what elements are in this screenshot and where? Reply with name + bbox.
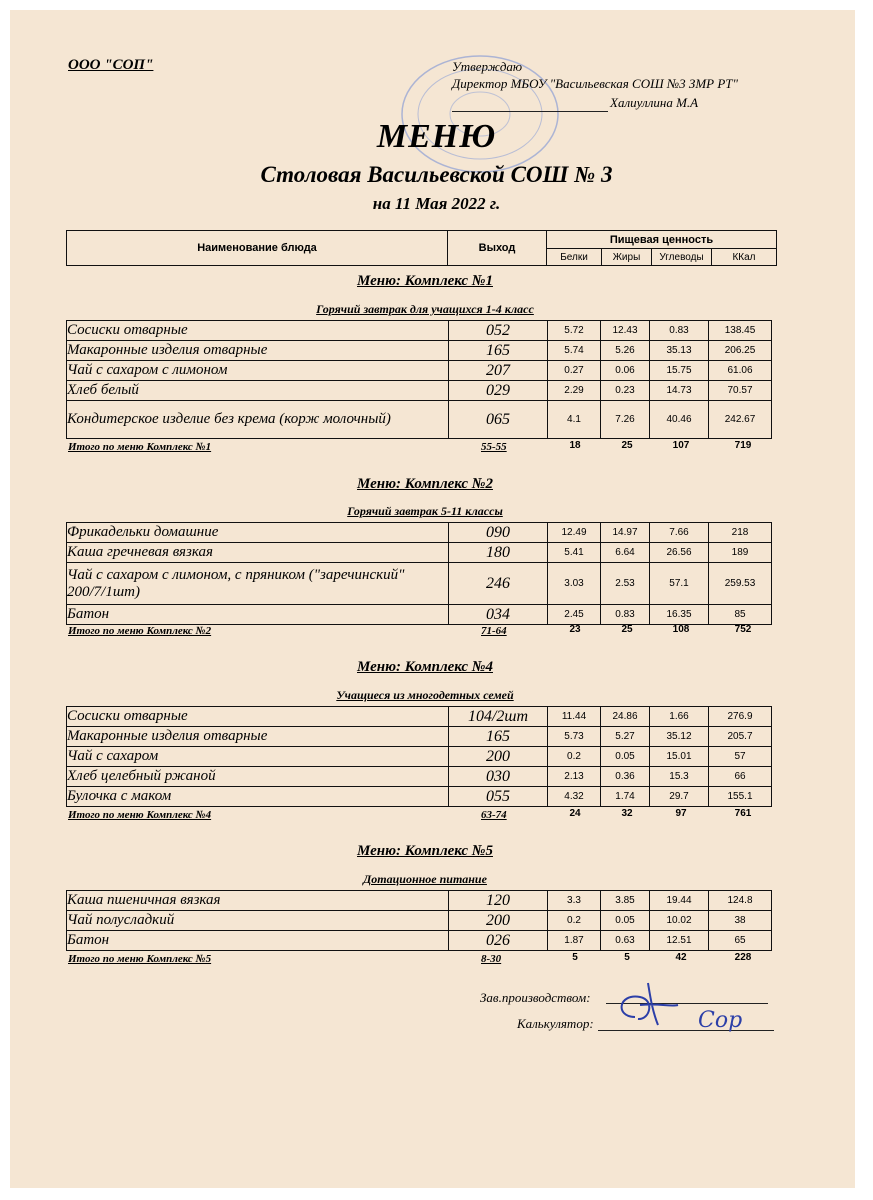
dish-name: Кондитерское изделие без крема (корж молочный): [67, 401, 449, 439]
table-row: [67, 361, 772, 381]
approval-director: Директор МБОУ "Васильевская СОШ №3 ЗМР РТ": [452, 76, 738, 91]
dish-fats: 0.36: [601, 767, 650, 787]
dish-name: Хлеб целебный ржаной: [67, 767, 449, 787]
approval-signature-line: [452, 111, 608, 112]
dish-fats: 24.86: [601, 707, 650, 727]
total-output: 8-30: [481, 953, 502, 965]
section-title: Меню: Комплекс №2: [357, 476, 493, 492]
dish-proteins: 5.41: [548, 543, 601, 563]
total-output: 71-64: [481, 625, 507, 637]
dish-fats: 12.43: [601, 321, 650, 341]
approval-name: Халиуллина М.А: [610, 95, 699, 110]
dish-proteins: 4.1: [548, 401, 601, 439]
total-kcal: 719: [734, 440, 752, 451]
total-proteins: 5: [572, 952, 578, 963]
dish-carbs: 15.01: [650, 747, 709, 767]
dish-carbs: 35.12: [650, 727, 709, 747]
table-row: [67, 381, 772, 401]
dish-fats: 1.74: [601, 787, 650, 807]
total-label: Итого по меню Комплекс №2: [68, 625, 212, 637]
dish-proteins: 12.49: [548, 523, 601, 543]
dish-proteins: 5.73: [548, 727, 601, 747]
section-total: [68, 809, 779, 823]
table-row: [67, 707, 772, 727]
dish-output: 180: [449, 543, 548, 563]
section-subtitle: Дотационное питание: [363, 872, 487, 886]
organization-name: ООО "СОП": [68, 57, 154, 73]
section-subtitle: Горячий завтрак для учащихся 1-4 класс: [316, 302, 534, 316]
table-row: [67, 931, 772, 951]
dish-proteins: 2.13: [548, 767, 601, 787]
dish-proteins: 3.3: [548, 891, 601, 911]
dish-name: Макаронные изделия отварные: [67, 727, 449, 747]
dish-output: 246: [449, 563, 548, 605]
table-row: [67, 341, 772, 361]
dish-output: 034: [449, 605, 548, 625]
dish-kcal: 242.67: [709, 401, 772, 439]
total-proteins: 24: [569, 808, 581, 819]
dish-name: Макаронные изделия отварные: [67, 341, 449, 361]
dish-name: Фрикадельки домашние: [67, 523, 449, 543]
total-carbs: 107: [672, 440, 690, 451]
table-row: [67, 787, 772, 807]
dish-output: 165: [449, 341, 548, 361]
dish-kcal: 218: [709, 523, 772, 543]
dish-output: 200: [449, 747, 548, 767]
dish-fats: 3.85: [601, 891, 650, 911]
dish-output: 165: [449, 727, 548, 747]
menu-table: [66, 706, 772, 807]
total-kcal: 752: [734, 624, 752, 635]
dish-output: 030: [449, 767, 548, 787]
dish-proteins: 1.87: [548, 931, 601, 951]
section-total: [68, 441, 779, 455]
dish-output: 207: [449, 361, 548, 381]
table-header: [66, 230, 777, 266]
dish-fats: 0.06: [601, 361, 650, 381]
dish-carbs: 16.35: [650, 605, 709, 625]
dish-kcal: 70.57: [709, 381, 772, 401]
page-title: МЕНЮ: [376, 118, 497, 155]
dish-name: Чай с сахаром с лимоном, с пряником ("заречинский" 200/7/1шт): [67, 563, 449, 605]
dish-proteins: 3.03: [548, 563, 601, 605]
dish-output: 090: [449, 523, 548, 543]
dish-proteins: 0.27: [548, 361, 601, 381]
dish-fats: 7.26: [601, 401, 650, 439]
menu-table: [66, 320, 772, 439]
dish-carbs: 57.1: [650, 563, 709, 605]
dish-name: Каша пшеничная вязкая: [67, 891, 449, 911]
menu-table: [66, 522, 772, 625]
dish-fats: 0.83: [601, 605, 650, 625]
section-subtitle: Горячий завтрак 5-11 классы: [347, 504, 503, 518]
dish-output: 052: [449, 321, 548, 341]
total-label: Итого по меню Комплекс №1: [68, 441, 212, 453]
dish-fats: 14.97: [601, 523, 650, 543]
dish-proteins: 0.2: [548, 747, 601, 767]
dish-kcal: 155.1: [709, 787, 772, 807]
dish-name: Чай полусладкий: [67, 911, 449, 931]
table-row: [67, 523, 772, 543]
approval-approve: Утверждаю: [452, 59, 523, 74]
dish-output: 026: [449, 931, 548, 951]
dish-kcal: 38: [709, 911, 772, 931]
total-output: 63-74: [481, 809, 507, 821]
dish-carbs: 26.56: [650, 543, 709, 563]
dish-fats: 0.63: [601, 931, 650, 951]
dish-proteins: 5.74: [548, 341, 601, 361]
dish-carbs: 1.66: [650, 707, 709, 727]
total-fats: 25: [621, 624, 633, 635]
section-total: [68, 953, 779, 967]
dish-proteins: 0.2: [548, 911, 601, 931]
dish-carbs: 0.83: [650, 321, 709, 341]
dish-proteins: 4.32: [548, 787, 601, 807]
table-row: [67, 401, 772, 439]
header-proteins: Белки: [547, 249, 602, 265]
calculator-label: Калькулятор:: [517, 1016, 594, 1031]
table-row: [67, 727, 772, 747]
dish-name: Батон: [67, 605, 449, 625]
dish-kcal: 189: [709, 543, 772, 563]
table-row: [67, 543, 772, 563]
table-row: [67, 911, 772, 931]
table-row: [67, 563, 772, 605]
header-fats: Жиры: [602, 249, 652, 265]
section-total: [68, 625, 779, 639]
header-name: Наименование блюда: [67, 231, 448, 265]
total-carbs: 108: [672, 624, 690, 635]
dish-carbs: 15.75: [650, 361, 709, 381]
page-subtitle: Столовая Васильевской СОШ № 3: [260, 162, 613, 187]
dish-kcal: 259.53: [709, 563, 772, 605]
dish-name: Сосиски отварные: [67, 321, 449, 341]
table-row: [67, 321, 772, 341]
dish-carbs: 15.3: [650, 767, 709, 787]
total-fats: 32: [621, 808, 633, 819]
header-nutrition: Пищевая ценность: [547, 231, 776, 249]
dish-output: 200: [449, 911, 548, 931]
dish-fats: 5.26: [601, 341, 650, 361]
dish-kcal: 65: [709, 931, 772, 951]
menu-date: на 11 Мая 2022 г.: [372, 194, 501, 213]
dish-kcal: 205.7: [709, 727, 772, 747]
section-subtitle: Учащиеся из многодетных семей: [336, 688, 514, 702]
dish-fats: 0.23: [601, 381, 650, 401]
total-output: 55-55: [481, 441, 507, 453]
dish-kcal: 206.25: [709, 341, 772, 361]
handwritten-signature: [610, 975, 770, 1035]
table-row: [67, 891, 772, 911]
dish-output: 055: [449, 787, 548, 807]
dish-carbs: 12.51: [650, 931, 709, 951]
table-row: [67, 747, 772, 767]
total-kcal: 761: [734, 808, 752, 819]
section-title: Меню: Комплекс №1: [357, 273, 493, 289]
dish-kcal: 85: [709, 605, 772, 625]
table-row: [67, 605, 772, 625]
dish-fats: 0.05: [601, 747, 650, 767]
dish-kcal: 57: [709, 747, 772, 767]
dish-fats: 0.05: [601, 911, 650, 931]
dish-kcal: 138.45: [709, 321, 772, 341]
dish-proteins: 2.45: [548, 605, 601, 625]
production-manager-label: Зав.производством:: [480, 990, 591, 1005]
dish-name: Батон: [67, 931, 449, 951]
dish-output: 104/2шт: [449, 707, 548, 727]
header-output: Выход: [448, 231, 547, 265]
section-title: Меню: Комплекс №4: [357, 659, 493, 675]
total-kcal: 228: [734, 952, 752, 963]
dish-kcal: 66: [709, 767, 772, 787]
dish-proteins: 2.29: [548, 381, 601, 401]
dish-name: Каша гречневая вязкая: [67, 543, 449, 563]
total-proteins: 23: [569, 624, 581, 635]
dish-proteins: 5.72: [548, 321, 601, 341]
dish-carbs: 19.44: [650, 891, 709, 911]
handwritten-signature-text: Сор: [698, 1008, 743, 1033]
dish-kcal: 276.9: [709, 707, 772, 727]
section-title: Меню: Комплекс №5: [357, 843, 493, 859]
total-fats: 25: [621, 440, 633, 451]
dish-carbs: 7.66: [650, 523, 709, 543]
dish-name: Хлеб белый: [67, 381, 449, 401]
dish-name: Сосиски отварные: [67, 707, 449, 727]
dish-fats: 6.64: [601, 543, 650, 563]
dish-carbs: 40.46: [650, 401, 709, 439]
total-fats: 5: [624, 952, 630, 963]
dish-name: Булочка с маком: [67, 787, 449, 807]
dish-output: 029: [449, 381, 548, 401]
dish-proteins: 11.44: [548, 707, 601, 727]
dish-fats: 2.53: [601, 563, 650, 605]
dish-fats: 5.27: [601, 727, 650, 747]
header-carbs: Углеводы: [652, 249, 712, 265]
total-label: Итого по меню Комплекс №4: [68, 809, 212, 821]
total-label: Итого по меню Комплекс №5: [68, 953, 212, 965]
header-kcal: ККал: [732, 251, 756, 263]
dish-name: Чай с сахаром: [67, 747, 449, 767]
total-carbs: 42: [675, 952, 687, 963]
dish-output: 065: [449, 401, 548, 439]
total-proteins: 18: [569, 440, 581, 451]
dish-carbs: 29.7: [650, 787, 709, 807]
dish-name: Чай с сахаром с лимоном: [67, 361, 449, 381]
menu-table: [66, 890, 772, 951]
table-row: [67, 767, 772, 787]
dish-carbs: 10.02: [650, 911, 709, 931]
dish-carbs: 14.73: [650, 381, 709, 401]
dish-carbs: 35.13: [650, 341, 709, 361]
total-carbs: 97: [675, 808, 687, 819]
dish-output: 120: [449, 891, 548, 911]
dish-kcal: 124.8: [709, 891, 772, 911]
dish-kcal: 61.06: [709, 361, 772, 381]
